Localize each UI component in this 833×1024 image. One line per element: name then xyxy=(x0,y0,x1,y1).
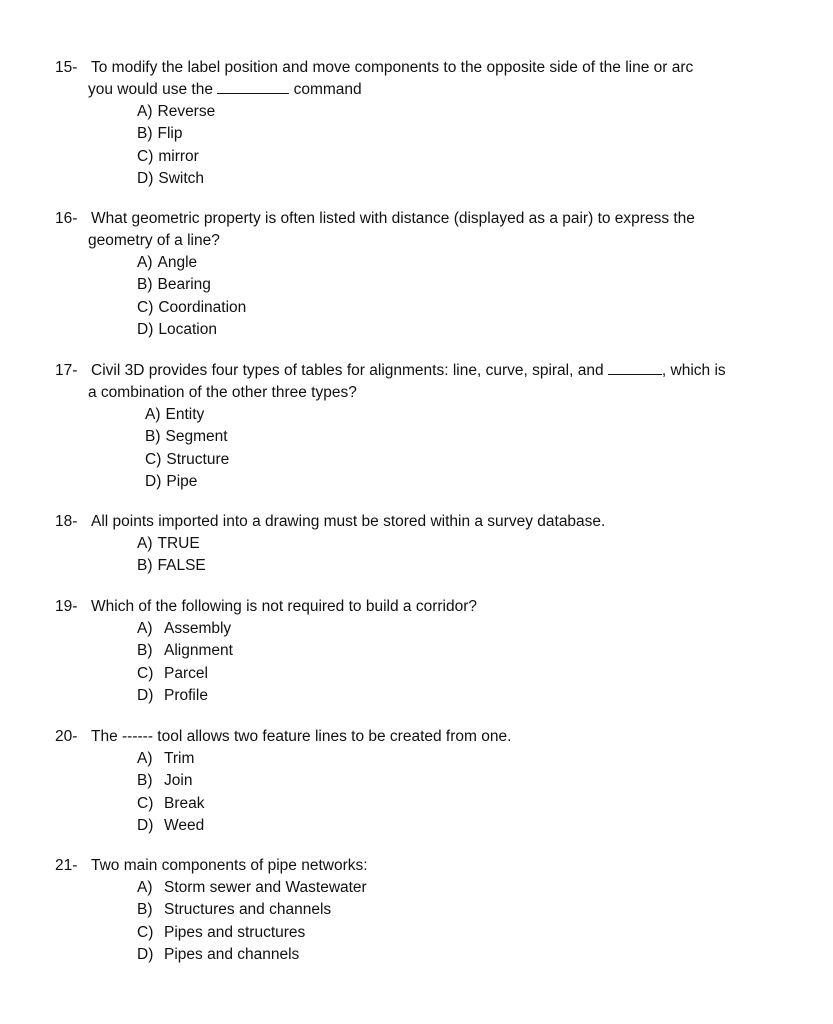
answer-blank xyxy=(217,79,289,94)
options-list xyxy=(137,877,795,966)
option-text: Angle xyxy=(157,254,198,271)
question-stem xyxy=(55,855,795,877)
option-a[interactable] xyxy=(137,748,795,770)
options-list xyxy=(137,748,795,837)
question-number: 16- xyxy=(55,210,78,227)
options-list xyxy=(145,404,795,493)
stem-line-1 xyxy=(91,360,795,382)
option-text: Weed xyxy=(164,816,205,834)
option-text: Bearing xyxy=(157,276,211,294)
option-letter: D) xyxy=(137,320,154,338)
option-letter: D) xyxy=(145,472,162,490)
option-text: Parcel xyxy=(164,664,208,682)
question-18 xyxy=(55,511,795,578)
question-16 xyxy=(55,208,795,341)
option-letter: B) xyxy=(137,901,153,919)
option-text: Alignment xyxy=(164,642,233,660)
option-letter: A) xyxy=(137,750,153,767)
question-stem xyxy=(55,208,795,252)
question-stem xyxy=(55,57,795,101)
stem-text-before-blank: you would use the xyxy=(88,81,213,98)
option-d[interactable] xyxy=(137,319,795,341)
option-b[interactable] xyxy=(137,555,795,577)
option-c[interactable] xyxy=(137,793,795,815)
question-number: 21- xyxy=(55,857,78,874)
option-a[interactable] xyxy=(137,533,795,555)
option-text: FALSE xyxy=(157,557,206,575)
option-a[interactable] xyxy=(137,101,795,123)
option-letter: B) xyxy=(145,428,161,446)
question-number: 17- xyxy=(55,362,78,379)
option-text: Assembly xyxy=(164,620,232,637)
stem-text-after-blank: , which is xyxy=(661,362,726,379)
option-text: Segment xyxy=(165,428,228,446)
options-list xyxy=(137,101,795,190)
option-text: Pipes and structures xyxy=(164,923,306,941)
option-letter: B) xyxy=(137,557,153,575)
option-letter: C) xyxy=(137,298,154,316)
option-a[interactable] xyxy=(137,252,795,274)
stem-line-2: a combination of the other three types? xyxy=(88,384,357,401)
option-a[interactable] xyxy=(137,877,795,899)
option-text: mirror xyxy=(158,147,199,165)
stem-line-2 xyxy=(88,79,795,101)
option-d[interactable] xyxy=(137,168,795,190)
option-text: Switch xyxy=(158,169,205,187)
option-b[interactable] xyxy=(137,274,795,296)
option-text: Coordination xyxy=(158,298,247,316)
option-text: Structures and channels xyxy=(164,901,332,919)
option-text: Pipe xyxy=(166,472,198,490)
option-letter: B) xyxy=(137,125,153,143)
stem-text-after-blank: command xyxy=(293,81,362,98)
stem-line-1: Which of the following is not required to build a corridor? xyxy=(91,598,477,615)
option-d[interactable] xyxy=(137,944,795,966)
question-number: 19- xyxy=(55,598,78,615)
option-text: Trim xyxy=(164,750,195,767)
option-d[interactable] xyxy=(137,685,795,707)
option-letter: B) xyxy=(137,772,153,790)
options-list xyxy=(137,618,795,707)
option-letter: A) xyxy=(137,103,153,120)
stem-text-before-blank: Civil 3D provides four types of tables for alignments: line, curve, spiral, and xyxy=(91,362,604,379)
option-c[interactable] xyxy=(137,146,795,168)
question-number: 15- xyxy=(55,59,78,76)
option-a[interactable] xyxy=(137,618,795,640)
option-b[interactable] xyxy=(137,640,795,662)
stem-line-1: Two main components of pipe networks: xyxy=(91,857,368,874)
question-stem xyxy=(55,596,795,618)
question-stem xyxy=(55,360,795,404)
option-text: Join xyxy=(164,772,193,790)
option-c[interactable] xyxy=(137,297,795,319)
stem-line-1: The ------ tool allows two feature lines to be created from one. xyxy=(91,728,512,745)
option-letter: B) xyxy=(137,642,153,660)
question-number: 20- xyxy=(55,728,78,745)
option-text: Pipes and channels xyxy=(164,945,300,963)
option-a[interactable] xyxy=(145,404,795,426)
option-b[interactable] xyxy=(137,770,795,792)
option-letter: A) xyxy=(137,535,153,552)
option-text: TRUE xyxy=(157,535,200,552)
question-21 xyxy=(55,855,795,966)
option-text: Flip xyxy=(157,125,183,143)
option-letter: D) xyxy=(137,169,154,187)
question-stem xyxy=(55,511,795,533)
option-text: Entity xyxy=(165,406,205,423)
option-letter: C) xyxy=(137,794,154,812)
question-20 xyxy=(55,726,795,837)
option-c[interactable] xyxy=(145,449,795,471)
question-19 xyxy=(55,596,795,707)
option-text: Storm sewer and Wastewater xyxy=(164,879,367,896)
stem-line-1: All points imported into a drawing must be stored within a survey database. xyxy=(91,513,606,530)
question-15 xyxy=(55,57,795,190)
stem-line-1: To modify the label position and move components to the opposite side of the line or arc xyxy=(91,59,694,76)
option-letter: B) xyxy=(137,276,153,294)
options-list xyxy=(137,252,795,341)
option-letter: C) xyxy=(137,923,154,941)
options-list xyxy=(137,533,795,578)
stem-line-2: geometry of a line? xyxy=(88,232,220,249)
option-b[interactable] xyxy=(145,426,795,448)
option-text: Profile xyxy=(164,686,208,704)
option-b[interactable] xyxy=(137,123,795,145)
option-letter: D) xyxy=(137,686,154,704)
option-text: Structure xyxy=(166,450,230,468)
option-c[interactable] xyxy=(137,922,795,944)
option-d[interactable] xyxy=(137,815,795,837)
option-text: Reverse xyxy=(157,103,216,120)
answer-blank xyxy=(608,360,662,375)
option-text: Location xyxy=(158,320,217,338)
option-letter: D) xyxy=(137,816,154,834)
option-letter: A) xyxy=(137,879,153,896)
option-letter: C) xyxy=(137,664,154,682)
option-letter: C) xyxy=(137,147,154,165)
question-number: 18- xyxy=(55,513,78,530)
stem-line-1: What geometric property is often listed with distance (displayed as a pair) to express the xyxy=(91,210,695,227)
question-stem xyxy=(55,726,795,748)
option-letter: C) xyxy=(145,450,162,468)
option-text: Break xyxy=(164,794,205,812)
option-letter: A) xyxy=(145,406,161,423)
option-letter: A) xyxy=(137,254,153,271)
option-c[interactable] xyxy=(137,663,795,685)
question-17 xyxy=(55,360,795,493)
option-d[interactable] xyxy=(145,471,795,493)
option-letter: D) xyxy=(137,945,154,963)
option-letter: A) xyxy=(137,620,153,637)
option-b[interactable] xyxy=(137,899,795,921)
